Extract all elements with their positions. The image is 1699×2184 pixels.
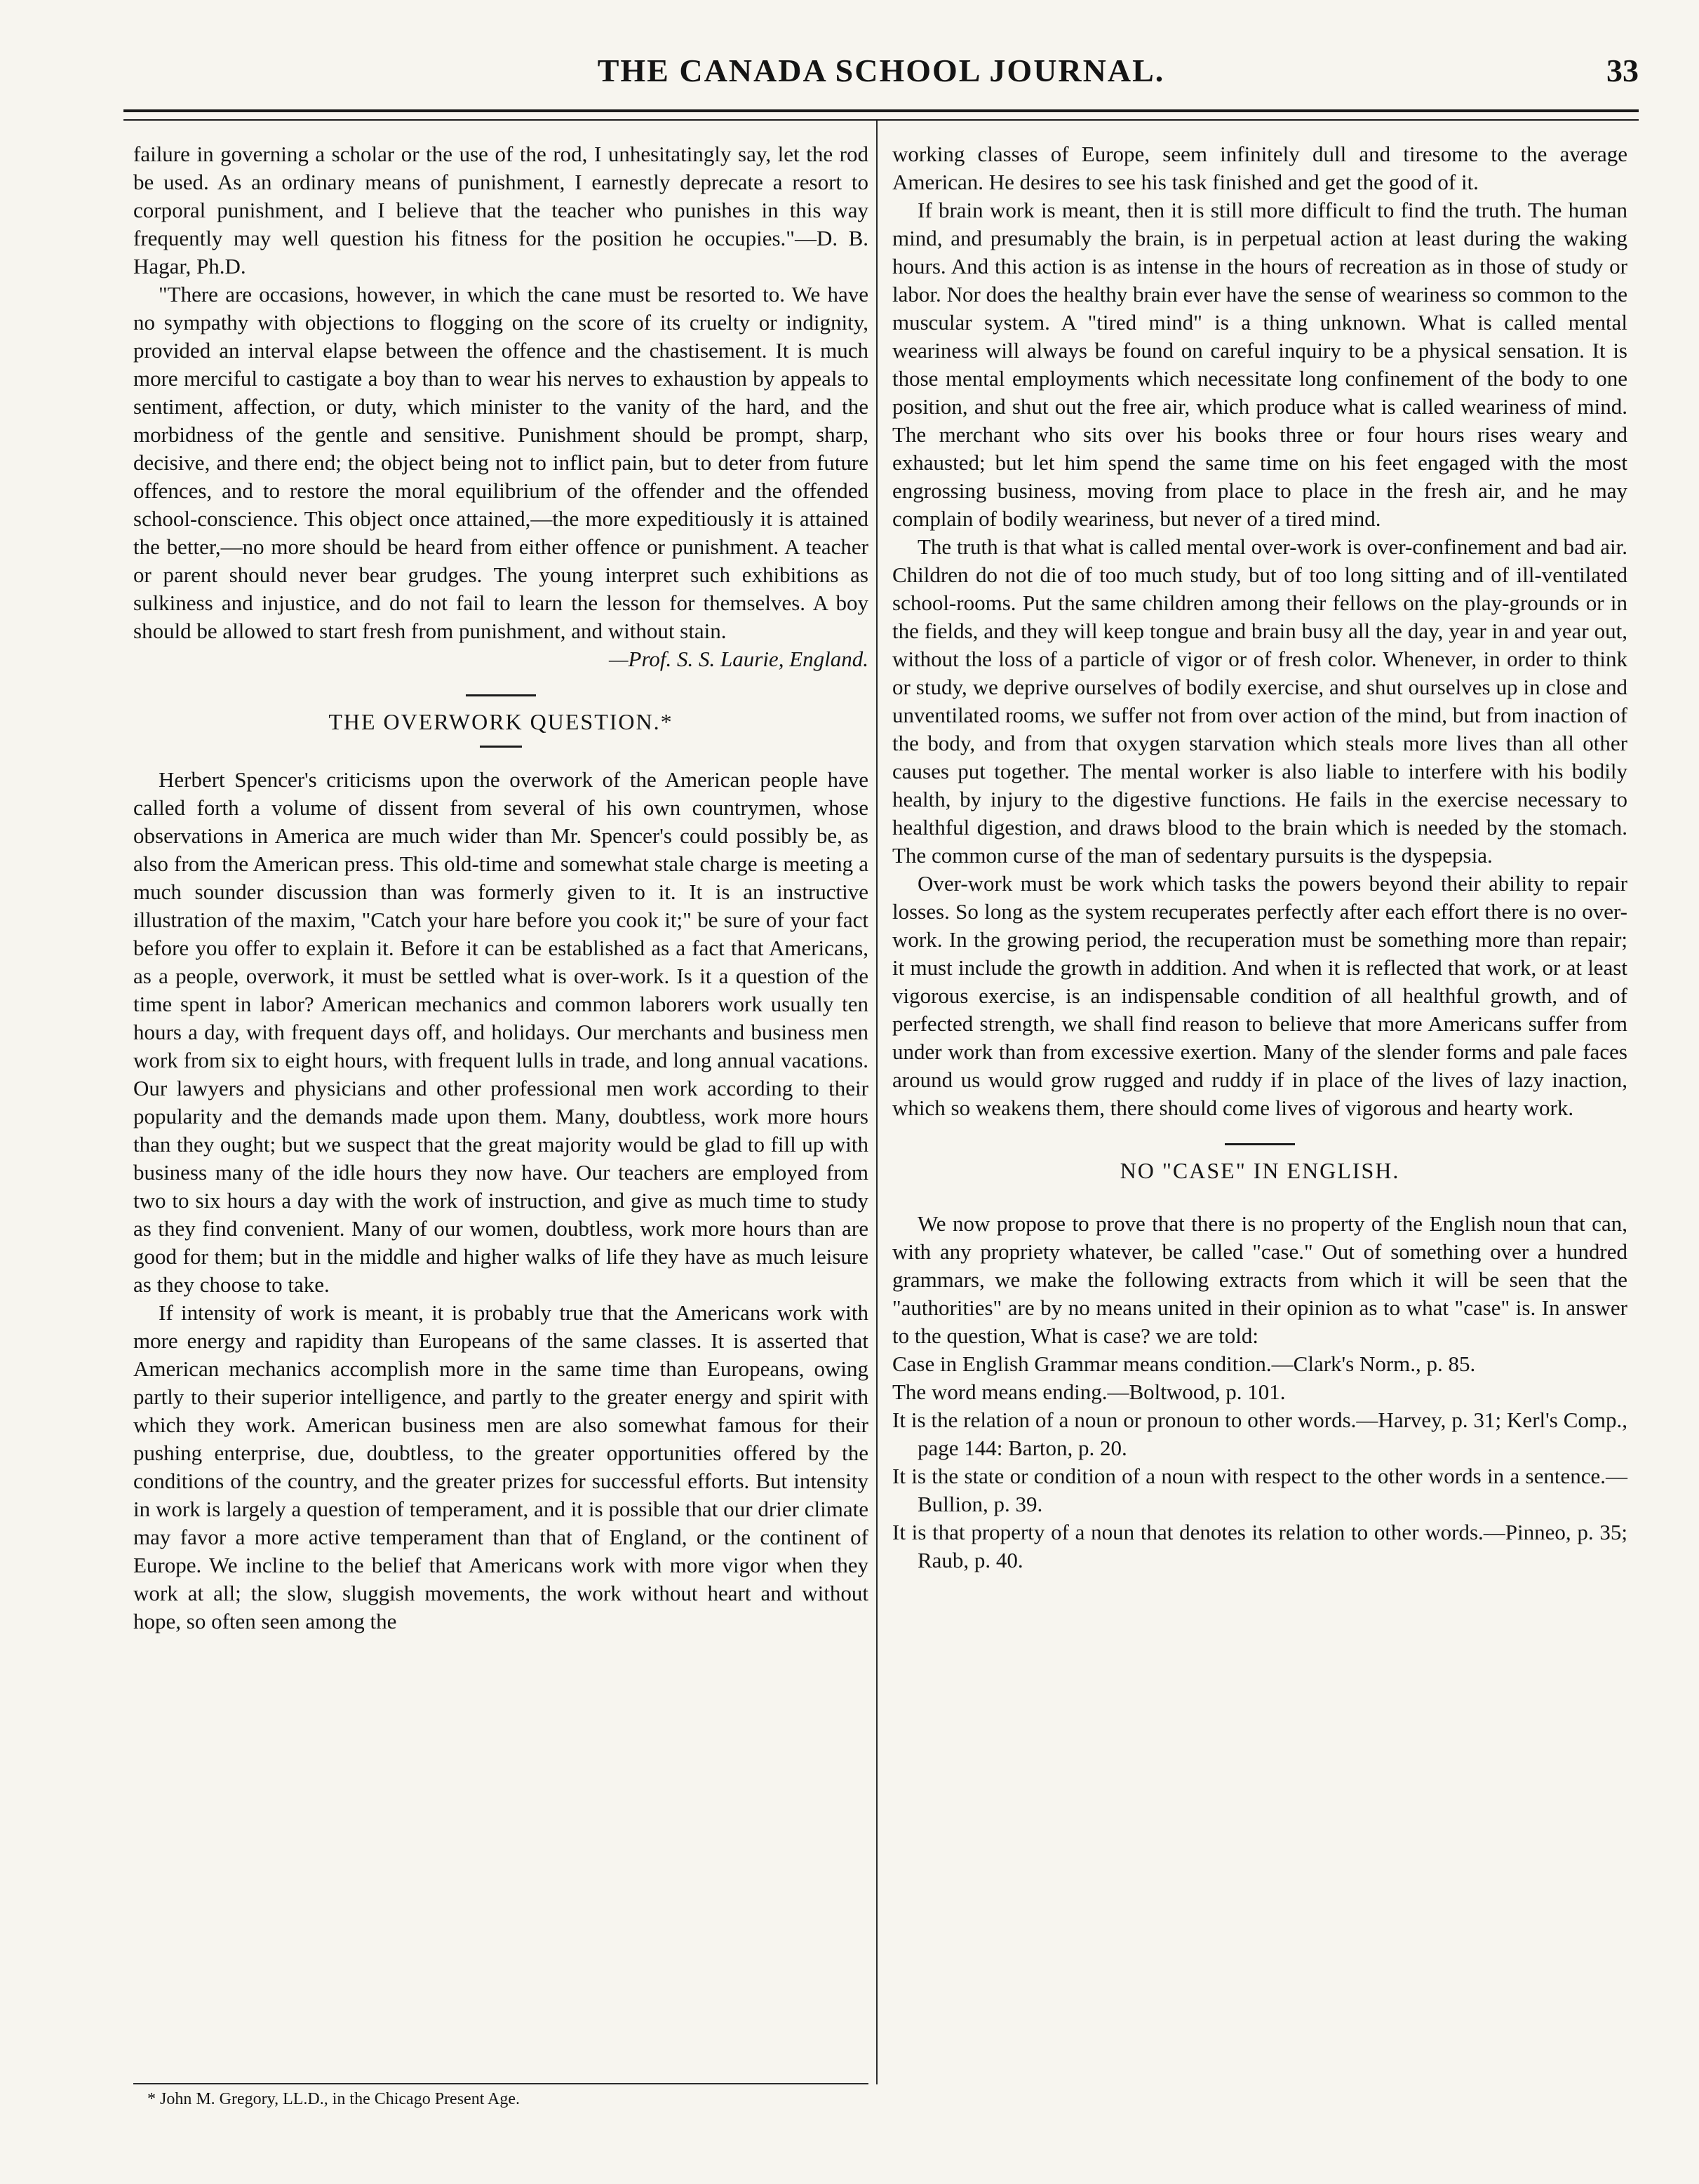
overwork-paragraph: The truth is that what is called mental over-work is over-confinement and bad air. Children do not die of too much study, but of too long sitting and of ill-ventilated school-rooms. Put the same children among their fellows on the play-grounds or in the fields, and they will keep tongue and brain busy all the day, year in and year out, without the loss of a particle of vigor or of fresh color. Whenever, in order to think or study, we deprive ourselves of bodily exercise, and shut ourselves up in close and unventilated rooms, we suffer not from over action of the mind, but from inaction of the body, and from that oxygen starvation which steals more lives than all other causes put together. The mental worker is also liable to interfere with his bodily health, by injury to the digestive functions. He fails in the exercise necessary to healthful digestion, and draws blood to the brain which is needed by the stomach. The common curse of the man of sedentary pursuits is the dyspepsia. <box>892 534 1627 868</box>
section-rule <box>466 694 536 696</box>
footnote: * John M. Gregory, LL.D., in the Chicago Present Age. <box>147 2090 521 2108</box>
overwork-paragraph: working classes of Europe, seem infinitely dull and tiresome to the average American. He desires to see his task finished and get the good of it. <box>892 142 1627 194</box>
case-intro-paragraph: We now propose to prove that there is no property of the English noun that can, with any propriety whatever, be called "case." Out of something over a hundred grammars, we make the following extracts from which it will be seen that the "authorities" are by no means united in their opinion as to what "case" is. In answer to the question, What is case? we are told: <box>892 1211 1627 1348</box>
case-citation: The word means ending.—Boltwood, p. 101. <box>892 1380 1286 1404</box>
overwork-paragraph: If intensity of work is meant, it is probably true that the Americans work with more energy and rapidity than Europeans of the same classes. It is asserted that American mechanics accomplish more in the same time than Europeans, owing partly to their superior intelligence, and partly to the greater energy and spirit with which they work. American business men are also somewhat famous for their pushing enterprise, due, doubtless, to the greater opportunities offered by the conditions of the country, and the greater prizes for successful efforts. But intensity in work is largely a question of temperament, and it is possible that our drier climate may favor a more active temperament than that of England, or the continent of Europe. We incline to the belief that Americans work with more vigor when they work at all; the slow, sluggish movements, the work without heart and without hope, so often seen among the <box>133 1300 868 1633</box>
continued-paragraph: failure in governing a scholar or the use of the rod, I unhesitatingly say, let the rod be used. As an ordinary means of punishment, I earnestly deprecate a resort to corporal punishment, and I believe that the teacher who punishes in this way frequently may well question his fitness for the position he occupies."—D. B. Hagar, Ph.D. <box>133 142 868 278</box>
case-citation: It is the state or condition of a noun with respect to the other words in a sentence.—Bullion, p. 39. <box>892 1464 1627 1516</box>
overwork-section-title: THE OVERWORK QUESTION.* <box>328 709 673 734</box>
right-column <box>892 140 1627 1575</box>
overwork-paragraph: If brain work is meant, then it is still more difficult to find the truth. The human mind, and presumably the brain, is in perpetual action at least during the waking hours. And this action is as intense in the hours of recreation as in those of study or labor. Nor does the healthy brain ever have the sense of weariness so common to the muscular system. A "tired mind" is a thing unknown. What is called mental weariness will always be found on careful inquiry to be a physical sensation. It is those mental employments which necessitate long confinement of the body to one position, and shut out the free air, which produce what is called weariness of mind. The merchant who sits over his books three or four hours rises weary and exhausted; but let him spend the same time on his feet engaged with the most engrossing business, moving from place to place in the fresh air, and he may complain of bodily weariness, but never of a tired mind. <box>892 198 1627 531</box>
header-rule <box>123 109 1639 121</box>
journal-title: THE CANADA SCHOOL JOURNAL. <box>597 53 1165 88</box>
left-column <box>133 140 868 1636</box>
overwork-paragraph: Over-work must be work which tasks the powers beyond their ability to repair losses. So long as the system recuperates perfectly after each effort there is no over-work. In the growing period, the recuperation must be something more than repair; it must include the growth in addition. And when it is reflected that work, or at least vigorous exercise, is an indispensable condition of all healthful growth, and of perfected strength, we shall find reason to believe that more Americans suffer from under work than from excessive exertion. Many of the slender forms and pale faces around us would grow rugged and ruddy if in place of the lives of lazy inaction, which so weakens them, there should come lives of vigorous and hearty work. <box>892 871 1627 1120</box>
section-rule <box>1225 1143 1295 1145</box>
page-header <box>123 52 1639 101</box>
laurie-signature: —Prof. S. S. Laurie, England. <box>608 647 868 671</box>
case-citation: Case in English Grammar means condition.—Clark's Norm., p. 85. <box>892 1351 1476 1376</box>
footnote-rule <box>133 2083 868 2084</box>
page-number: 33 <box>1606 53 1639 88</box>
case-citation: It is that property of a noun that denotes its relation to other words.—Pinneo, p. 35; Raub, p. 40. <box>892 1520 1627 1572</box>
overwork-paragraph: Herbert Spencer's criticisms upon the overwork of the American people have called forth a volume of dissent from several of his own countrymen, whose observations in America are much wider than Mr. Spencer's could possibly be, as also from the American press. This old-time and somewhat stale charge is meeting a much sounder discussion than was formerly given to it. It is an instructive illustration of the maxim, "Catch your hare before you cook it;" be sure of your fact before you offer to explain it. Before it can be established as a fact that Americans, as a people, overwork, it must be settled what is over-work. Is it a question of the time spent in labor? American mechanics and common laborers work usually ten hours a day, with frequent days off, and holidays. Our merchants and business men work from six to eight hours, with frequent lulls in trade, and long annual vacations. Our lawyers and physicians and other professional men work according to their popularity and the demands made upon them. Many, doubtless, work more hours than they ought; but we suspect that the great majority would be glad to fill up with business many of the idle hours they now have. Our teachers are employed from two to six hours a day with the work of instruction, and give as much time to study as they find convenient. Many of our women, doubtless, work more hours than are good for them; but in the middle and higher walks of life they have as much leisure as they choose to take. <box>133 767 868 1297</box>
laurie-quote: "There are occasions, however, in which the cane must be resorted to. We have no sympathy with objections to flogging on the score of its cruelty or indignity, provided an interval elapse between the offence and the chastisement. It is much more merciful to castigate a boy than to wear his nerves to exhaustion by appeals to sentiment, affection, or duty, which minister to the vanity of the hard, and the morbidness of the gentle and sensitive. Punishment should be prompt, sharp, decisive, and there end; the object being not to inflict pain, but to deter from future offences, and to restore the moral equilibrium of the offender and the offended school-conscience. This object once attained,—the more expeditiously it is attained the better,—no more should be heard from either offence or punishment. A teacher or parent should never bear grudges. The young interpret such exhibitions as sulkiness and injustice, and do not fail to learn the lesson for themselves. A boy should be allowed to start fresh from punishment, and without stain. <box>133 282 868 643</box>
section-rule <box>480 746 522 748</box>
case-section-title: NO "CASE" IN ENGLISH. <box>1120 1158 1400 1183</box>
column-divider <box>876 121 878 2084</box>
case-citation: It is the relation of a noun or pronoun to other words.—Harvey, p. 31; Kerl's Comp., page 144: Barton, p. 20. <box>892 1408 1627 1460</box>
